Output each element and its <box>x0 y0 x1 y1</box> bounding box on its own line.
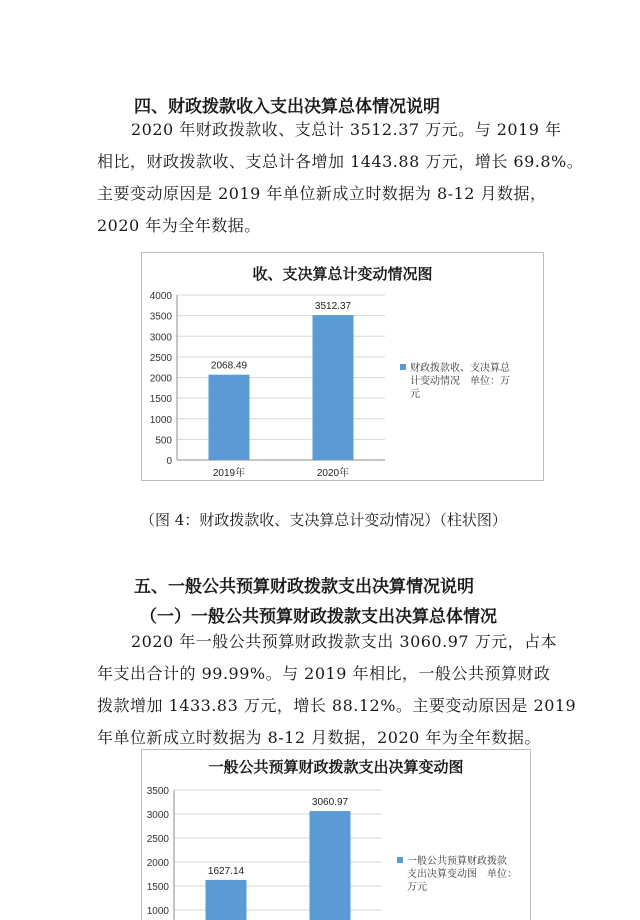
x-tick-label: 2020年 <box>316 468 350 479</box>
chart-2-title: 一般公共预算财政拨款支出决算变动图 <box>208 758 464 776</box>
legend-swatch <box>400 364 406 370</box>
y-tick-label: 500 <box>155 435 172 447</box>
chart-1-frame <box>141 252 544 481</box>
section4-heading: 四、财政拨款收入支出决算总体情况说明 <box>134 97 440 117</box>
data-label: 1627.14 <box>207 865 245 877</box>
y-tick-label: 2000 <box>146 858 169 869</box>
y-tick-label: 1000 <box>149 414 172 426</box>
x-tick-label: 2019年 <box>212 468 246 479</box>
legend-label: 万元 <box>407 882 427 893</box>
y-tick-label: 1000 <box>146 906 169 917</box>
paragraph-line: 2020 年为全年数据。 <box>97 216 261 235</box>
paragraph-line: 相比，财政拨款收、支总计各增加 1443.88 万元，增长 69.8%。 <box>97 152 584 171</box>
y-tick-label: 3000 <box>149 332 172 344</box>
figure-4-caption: （图 4：财政拨款收、支决算总计变动情况）（柱状图） <box>140 511 507 529</box>
section5-paragraph <box>97 626 577 754</box>
data-label: 3060.97 <box>311 797 349 809</box>
y-tick-label: 3000 <box>146 810 169 821</box>
paragraph-line: 2020 年财政拨款收、支总计 3512.37 万元。与 2019 年 <box>131 120 562 139</box>
legend-label: 一般公共预算财政拨款 <box>407 856 507 867</box>
legend-label: 财政拨款收、支决算总 <box>410 363 510 374</box>
data-label: 3512.37 <box>314 301 352 313</box>
section5-subheading: （一）一般公共预算财政拨款支出决算总体情况 <box>140 607 497 627</box>
y-tick-label: 1500 <box>149 394 172 406</box>
chart-1-title: 收、支决算总计变动情况图 <box>252 265 433 283</box>
legend-label: 计变动情况 单位：万 <box>410 376 510 387</box>
paragraph-line: 年支出合计的 99.99%。与 2019 年相比，一般公共预算财政 <box>97 664 551 683</box>
bar-2019年 <box>206 880 247 920</box>
legend-swatch <box>397 857 403 863</box>
legend-label: 支出决算变动图 单位： <box>407 869 517 880</box>
legend-label: 元 <box>410 389 420 400</box>
paragraph-line: 2020 年一般公共预算财政拨款支出 3060.97 万元，占本 <box>131 632 558 651</box>
chart-2 <box>142 750 530 920</box>
bar-2020年 <box>313 315 354 460</box>
y-tick-label: 1500 <box>146 882 169 893</box>
y-tick-label: 2500 <box>146 834 169 845</box>
data-label: 2068.49 <box>210 360 248 372</box>
y-tick-label: 3500 <box>149 311 172 323</box>
chart-2-frame <box>141 749 531 920</box>
bar-2020年 <box>310 811 351 920</box>
chart-1 <box>142 253 543 480</box>
paragraph-line: 年单位新成立时数据为 8-12 月数据，2020 年为全年数据。 <box>97 728 541 747</box>
y-tick-label: 4000 <box>149 291 172 302</box>
y-tick-label: 3500 <box>146 786 169 797</box>
bar-2019年 <box>209 375 250 460</box>
section5-heading: 五、一般公共预算财政拨款支出决算情况说明 <box>134 577 474 597</box>
y-tick-label: 0 <box>166 456 172 467</box>
paragraph-line: 拨款增加 1433.83 万元，增长 88.12%。主要变动原因是 2019 <box>97 696 577 715</box>
y-tick-label: 2500 <box>149 352 172 364</box>
y-tick-label: 2000 <box>149 373 172 385</box>
section4-paragraph <box>97 114 584 242</box>
paragraph-line: 主要变动原因是 2019 年单位新成立时数据为 8-12 月数据， <box>97 184 547 203</box>
